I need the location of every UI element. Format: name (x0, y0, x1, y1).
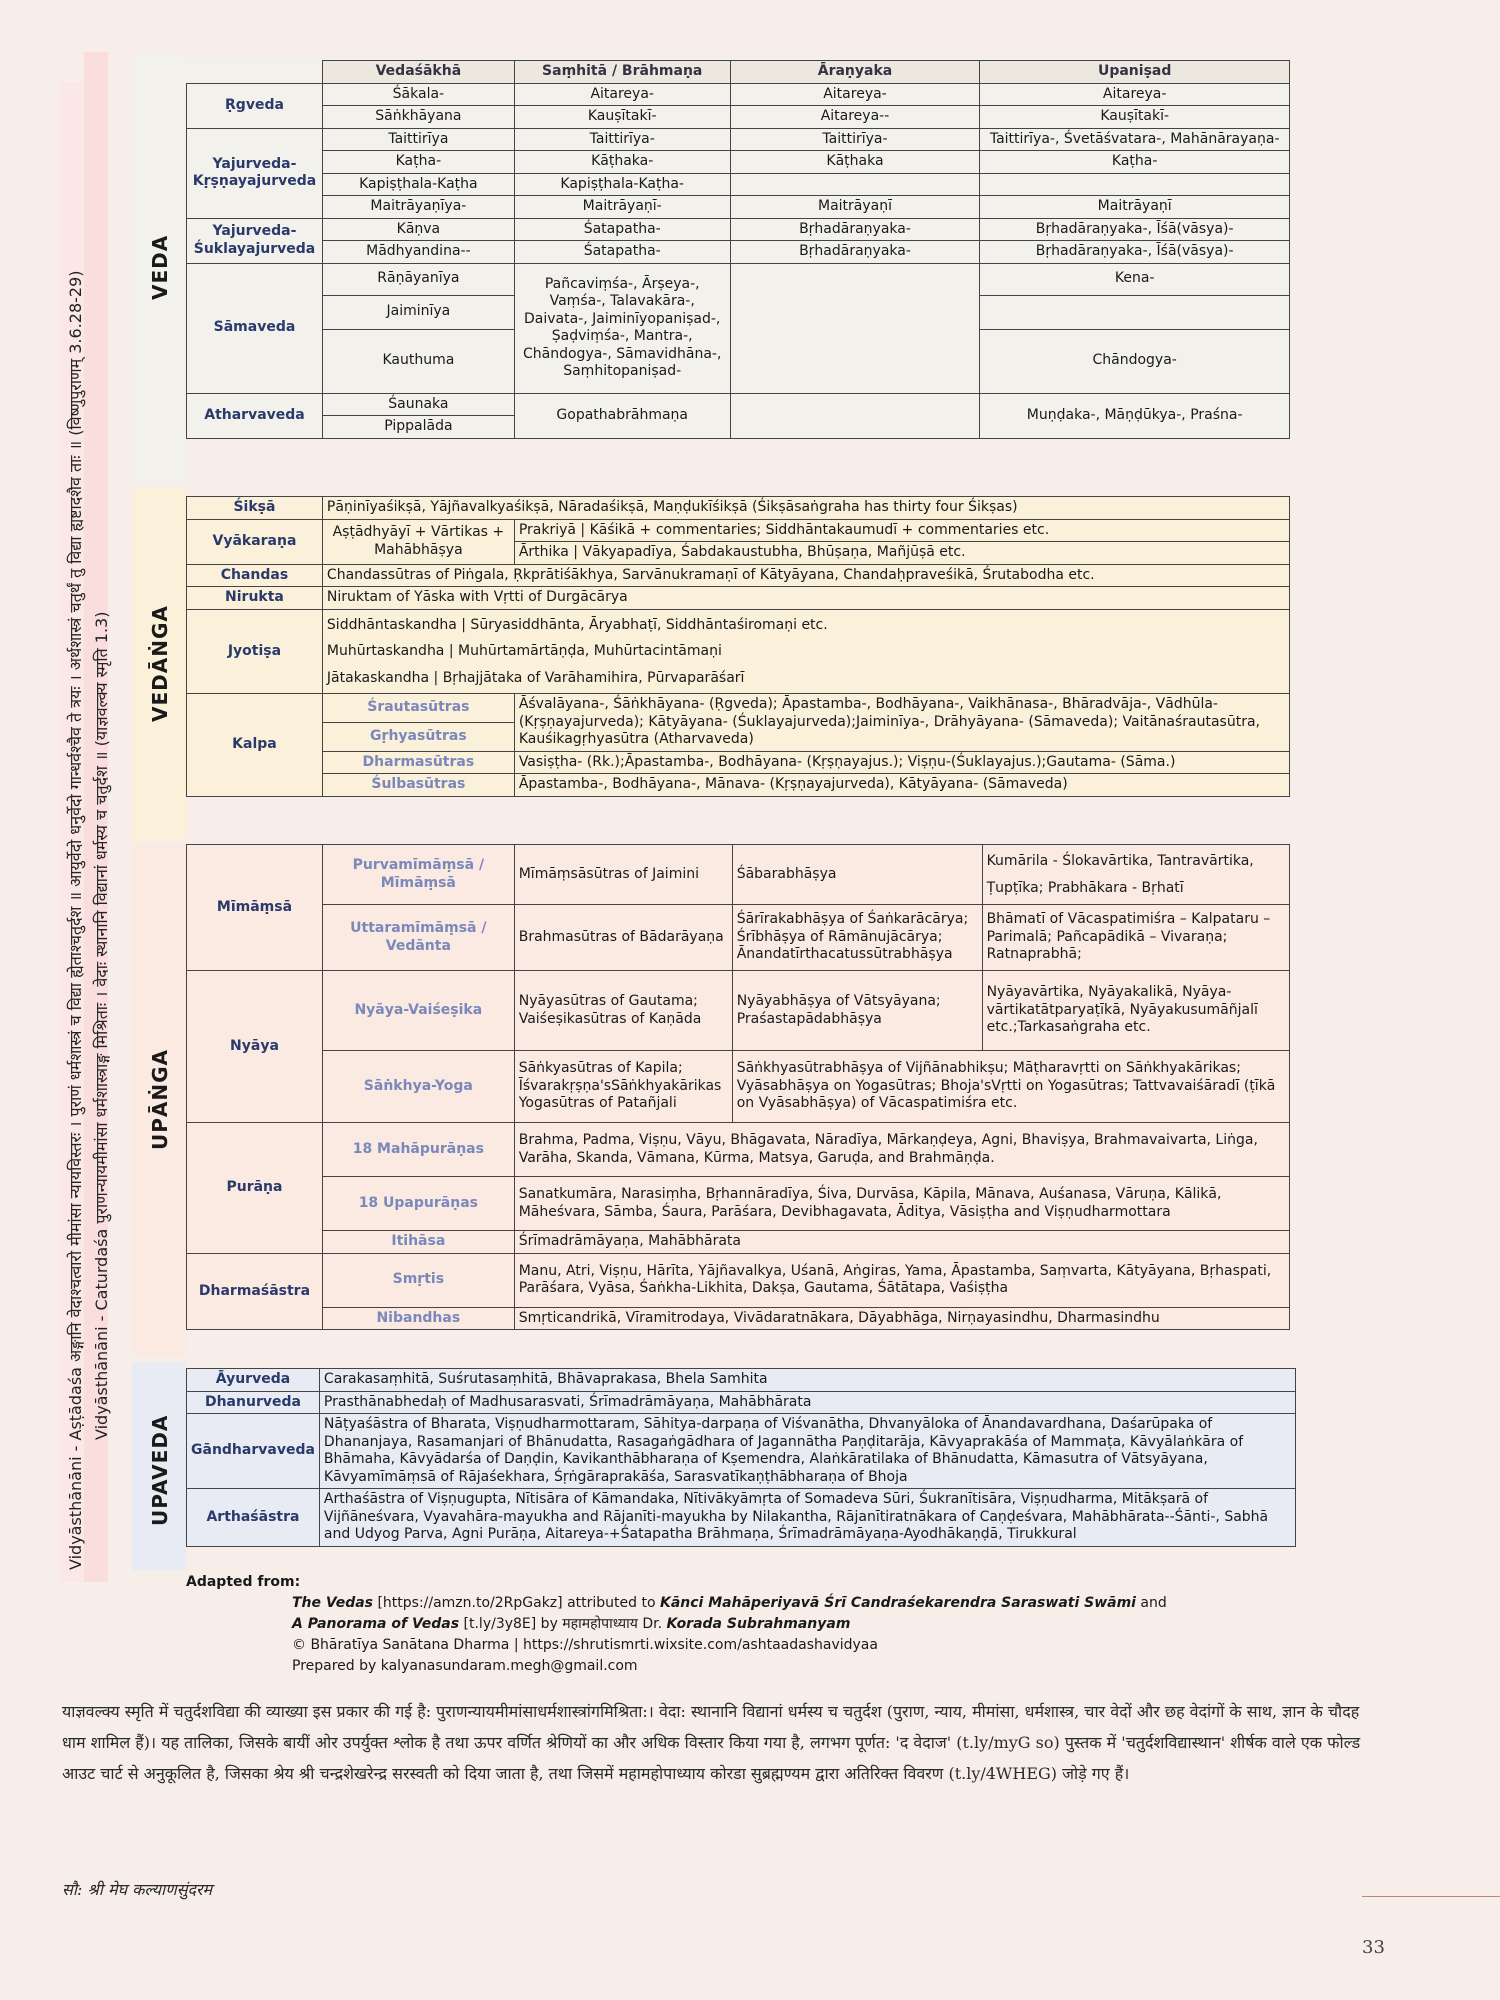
table-row (187, 587, 1290, 610)
cell: Chāndogya- (980, 329, 1290, 393)
source-line (186, 1593, 1296, 1614)
dharmasastra-label: Dharmaśāstra (187, 1253, 323, 1330)
krsna-yajurveda-label: Yajurveda- Kṛṣṇayajurveda (187, 128, 323, 218)
source-text: [https://amzn.to/2RpGakz] attributed to (373, 1595, 660, 1611)
cell (980, 295, 1290, 329)
adapted-from-block (186, 1572, 1296, 1677)
veda-table (186, 60, 1290, 439)
purva-label: Purvamīmāṃsā / Mīmāṃsā (322, 845, 514, 905)
cell: Chandassūtras of Piṅgala, Ṛkprātiśākhya, Sarvānukramaṇī of Kātyāyana, Chandaḥpraveśikā, Śrutabodha etc. (322, 564, 1289, 587)
srauta-label: Śrautasūtras (322, 694, 514, 723)
source-text: and (1135, 1595, 1167, 1611)
purana-label: Purāṇa (187, 1123, 323, 1254)
cell: Āśvalāyana-, Śāṅkhāyana- (Ṛgveda); Āpastamba-, Bodhāyana-, Vaikhānasa-, Bhāradvāja-, Vādhūla- (Kṛṣṇayajurveda); Kātyāyana- (Śuklayajurveda);Jaiminīya-, Drāhyāyana- (Sāmaveda); Vaitānaśrautasūtra, Kauśikagṛhyasūtra (Atharvaveda) (514, 694, 1289, 752)
section-label-veda: VEDA (148, 234, 172, 300)
cell: Āpastamba-, Bodhāyana-, Mānava- (Kṛṣṇayajurveda), Kātyāyana- (Sāmaveda) (514, 774, 1289, 797)
table-row (187, 106, 1290, 129)
table-row (187, 1369, 1296, 1392)
mahapurana-label: 18 Mahāpurāṇas (322, 1123, 514, 1177)
grhya-label: Gṛhyasūtras (322, 723, 514, 752)
cell: Prakriyā | Kāśikā + commentaries; Siddhāntakaumudī + commentaries etc. (514, 519, 1289, 542)
cell: Ārthika | Vākyapadīya, Śabdakaustubha, Bhūṣaṇa, Mañjūṣā etc. (514, 542, 1289, 565)
cell: Kāṇva (322, 218, 514, 241)
cell (982, 845, 1289, 905)
cell: Taittirīya- (514, 128, 730, 151)
cell: Kauthuma (322, 329, 514, 393)
table-row (187, 1253, 1290, 1307)
cell: Aitareya- (514, 83, 730, 106)
cell: Kaṭha- (980, 151, 1290, 174)
cell: Rāṇāyanīya (322, 263, 514, 295)
table-row (187, 905, 1290, 971)
table-row (187, 694, 1290, 723)
jyotisa-label: Jyotiṣa (187, 609, 323, 694)
cell: Śābarabhāṣya (732, 845, 982, 905)
cell: Śatapatha- (514, 218, 730, 241)
siksa-label: Śikṣā (187, 497, 323, 520)
cell: Sanatkumāra, Narasiṃha, Bṛhannāradīya, Śiva, Durvāsa, Kāpila, Mānava, Auśanasa, Vāruṇa, Kālikā, Māheśvara, Sāmba, Śaura, Parāśara, Devibhagavata, Āditya, Vāsiṣṭha and Viṣṇudharmottara (514, 1177, 1289, 1231)
sukla-yajurveda-label: Yajurveda- Śuklayajurveda (187, 218, 323, 263)
table-row (187, 1123, 1290, 1177)
table-row (187, 263, 1290, 295)
table-row (187, 1489, 1296, 1547)
cell: Śākala- (322, 83, 514, 106)
cell: Nyāyavārtika, Nyāyakalikā, Nyāya-vārtikatātparyaṭīkā, Nyāyakusumāñjalī etc.;Tarkasaṅgraha etc. (982, 971, 1289, 1051)
cell (980, 173, 1290, 196)
cell: Smṛticandrikā, Vīramitrodaya, Vivādaratnākara, Dāyabhāga, Nirṇayasindhu, Dharmasindhu (514, 1307, 1289, 1330)
header-vedasakha: Vedaśākhā (322, 61, 514, 84)
cell: Bṛhadāraṇyaka-, Īśā(vāsya)- (980, 218, 1290, 241)
header-aranyaka: Āraṇyaka (730, 61, 980, 84)
cell: Śārīrakabhāṣya of Śaṅkarācārya; Śrībhāṣya of Rāmānujācārya; Ānandatīrthacatussūtrabhāṣya (732, 905, 982, 971)
cell: Kena- (980, 263, 1290, 295)
table-row (187, 393, 1290, 416)
atharvaveda-label: Atharvaveda (187, 393, 323, 438)
cell: Niruktam of Yāska with Vṛtti of Durgācārya (322, 587, 1289, 610)
section-label-upanga: UPĀṄGA (148, 1048, 172, 1150)
cell: Śatapatha- (514, 241, 730, 264)
chandas-label: Chandas (187, 564, 323, 587)
mimamsa-label: Mīmāṃsā (187, 845, 323, 971)
cell (730, 173, 980, 196)
cell: Kaṭha- (322, 151, 514, 174)
cell: Aitareya-- (730, 106, 980, 129)
book-title: A Panorama of Vedas (292, 1616, 460, 1632)
table-row (187, 151, 1290, 174)
rgveda-label: Ṛgveda (187, 83, 323, 128)
cell: Vasiṣṭha- (Rk.);Āpastamba-, Bodhāyana- (Kṛṣṇayajus.); Viṣṇu-(Śuklayajus.);Gautama- (Sāma.) (514, 751, 1289, 774)
table-row (187, 128, 1290, 151)
table-row (187, 1414, 1296, 1489)
table-row (187, 173, 1290, 196)
corner-cell (187, 61, 323, 84)
cell: Maitrāyaṇī- (514, 196, 730, 219)
cell: Mādhyandina-- (322, 241, 514, 264)
cell: Nyāyabhāṣya of Vātsyāyana; Praśastapādabhāṣya (732, 971, 982, 1051)
upaveda-table (186, 1368, 1296, 1547)
vyakarana-label: Vyākaraṇa (187, 519, 323, 564)
cell: Kauṣītakī- (980, 106, 1290, 129)
credit-line: सौ: श्री मेघ कल्याणसुंदरम (62, 1880, 213, 1899)
cell: Prasthānabhedaḥ of Madhusarasvati, Śrīmadrāmāyaṇa, Mahābhārata (319, 1391, 1295, 1414)
table-row (187, 564, 1290, 587)
cell: Maitrāyaṇī (980, 196, 1290, 219)
table-row (187, 241, 1290, 264)
cell: Śrīmadrāmāyaṇa, Mahābhārata (514, 1231, 1289, 1254)
cell: Nyāyasūtras of Gautama; Vaiśeṣikasūtras of Kaṇāda (514, 971, 732, 1051)
table-row (187, 497, 1290, 520)
cell-line: Kumārila - Ślokavārtika, Tantravārtika, (986, 852, 1254, 869)
yajnavalkya-verse-label: Vidyāsthānāni - Caturdaśa पुराणन्यायमीमांसा धर्मशास्त्राङ्ग मिश्रिताः । वेदाः स्थानानि विद्यानां धर्मस्य च चतुर्दश ॥ (याज्ञवल्क्य स्मृति 1.3) (92, 611, 111, 1440)
jyotisa-line: Muhūrtaskandha | Muhūrtamārtāṇḍa, Muhūrtacintāmaṇi (326, 643, 722, 660)
veda-header-row (187, 61, 1290, 84)
sulba-label: Śulbasūtras (322, 774, 514, 797)
cell: Maitrāyaṇīya- (322, 196, 514, 219)
itihasa-label: Itihāsa (322, 1231, 514, 1254)
table-row (187, 774, 1290, 797)
table-row (187, 1177, 1290, 1231)
cell: Pañcaviṃśa-, Ārṣeya-, Vaṃśa-, Talavakāra-, Daivata-, Jaiminīyopaniṣad-, Ṣaḍviṃśa-, Mantra-, Chāndogya-, Sāmavidhāna-, Saṃhitopaniṣad- (514, 263, 730, 393)
cell: Kapiṣṭhala-Kaṭha- (514, 173, 730, 196)
table-row (187, 196, 1290, 219)
page-number: 33 (1362, 1937, 1385, 1958)
samaveda-label: Sāmaveda (187, 263, 323, 393)
jyotisa-line: Jātakaskandha | Bṛhajjātaka of Varāhamihira, Pūrvaparāśarī (326, 669, 745, 686)
uttara-label: Uttaramīmāṃsā / Vedānta (322, 905, 514, 971)
upapurana-label: 18 Upapurāṇas (322, 1177, 514, 1231)
arthasastra-label: Arthaśāstra (187, 1489, 320, 1547)
prepared-by-line: Prepared by kalyanasundaram.megh@gmail.com (292, 1658, 638, 1674)
table-row (187, 971, 1290, 1051)
author-name: Korada Subrahmanyam (666, 1616, 851, 1632)
table-row (187, 1051, 1290, 1123)
cell: Aitareya- (730, 83, 980, 106)
nibandhas-label: Nibandhas (322, 1307, 514, 1330)
cell: Bṛhadāraṇyaka-, Īśā(vāsya)- (980, 241, 1290, 264)
cell: Pippalāda (322, 416, 514, 439)
cell (322, 609, 1289, 694)
cell: Bhāmatī of Vācaspatimiśra – Kalpataru – Parimalā; Pañcapādikā – Vivaraṇa; Ratnaprabhā; (982, 905, 1289, 971)
table-row (187, 1307, 1290, 1330)
cell: Kāṭhaka (730, 151, 980, 174)
source-line (186, 1614, 1296, 1635)
cell: Bṛhadāraṇyaka- (730, 218, 980, 241)
table-row (187, 609, 1290, 694)
table-row (187, 218, 1290, 241)
cell: Maitrāyaṇī (730, 196, 980, 219)
cell: Kapiṣṭhala-Kaṭha (322, 173, 514, 196)
cell: Gopathabrāhmaṇa (514, 393, 730, 438)
table-row (187, 1391, 1296, 1414)
cell: Carakasaṃhitā, Suśrutasaṃhitā, Bhāvaprakasa, Bhela Samhita (319, 1369, 1295, 1392)
cell-line: Ṭupṭīka; Prabhākara - Bṛhatī (986, 879, 1184, 896)
hindi-paragraph: याज्ञवल्क्य स्मृति में चतुर्दशविद्या की व्याख्या इस प्रकार की गई है: पुराणन्यायमीमांसाधर्मशास्त्रांगमिश्रिता:। वेदा: स्थानानि विद्यानां धर्मस्य च चतुर्दश (पुराण, न्याय, मीमांसा, धर्मशास्त्र, चार वेदों और छह वेदांगों के साथ, ज्ञान के चौदह धाम शामिल हैं)। यह तालिका, जिसके बायीं ओर उपर्युक्त श्लोक है तथा ऊपर वर्णित श्रेणियों का और अधिक विस्तार किया गया है, लगभग पूर्णत: 'द वेदाज' (t.ly/myG so) पुस्तक में 'चतुर्दशविद्यास्थान' शीर्षक वाले एक फोल्ड आउट चार्ट से अनुकूलित है, जिसका श्रेय श्री चन्द्रशेखरेन्द्र सरस्वती को दिया जाता है, तथा जिसमें महामहोपाध्याय कोरडा सुब्रह्मण्यम द्वारा अतिरिक्त विवरण (t.ly/4WHEG) जोड़े गए हैं। (62, 1702, 1361, 1784)
smrtis-label: Smṛtis (322, 1253, 514, 1307)
cell: Śaunaka (322, 393, 514, 416)
cell: Sāṅkhāyana (322, 106, 514, 129)
table-row (187, 1231, 1290, 1254)
table-row (187, 83, 1290, 106)
cell: Kauṣītakī- (514, 106, 730, 129)
nyaya-label: Nyāya (187, 971, 323, 1123)
adapted-heading: Adapted from: (186, 1574, 301, 1590)
table-row (187, 519, 1290, 542)
book-title: The Vedas (292, 1595, 373, 1611)
jyotisa-line: Siddhāntaskandha | Sūryasiddhānta, Āryabhaṭī, Siddhāntaśiromaṇi etc. (326, 616, 828, 633)
cell: Aṣṭādhyāyī + Vārtikas + Mahābhāṣya (322, 519, 514, 564)
cell: Kāṭhaka- (514, 151, 730, 174)
table-row (187, 751, 1290, 774)
section-label-vedanga: VEDĀṄGA (148, 605, 172, 722)
cell: Manu, Atri, Viṣṇu, Hārīta, Yājñavalkya, Uśanā, Aṅgiras, Yama, Āpastamba, Saṃvarta, Kātyāyana, Bṛhaspati, Parāśara, Vyāsa, Śaṅkha-Likhita, Dakṣa, Gautama, Śātātapa, Vaśiṣṭha (514, 1253, 1289, 1307)
dhanurveda-label: Dhanurveda (187, 1391, 320, 1414)
dharmasutra-label: Dharmasūtras (322, 751, 514, 774)
upanga-table (186, 844, 1290, 1330)
ayurveda-label: Āyurveda (187, 1369, 320, 1392)
cell: Pāṇinīyaśikṣā, Yājñavalkyaśikṣā, Nāradaśikṣā, Maṇḍukīśikṣā (Śikṣāsaṅgraha has thirty four Śikṣas) (322, 497, 1289, 520)
sankhya-yoga-label: Sāṅkhya-Yoga (322, 1051, 514, 1123)
copyright-line: © Bhāratīya Sanātana Dharma | https://shrutismrti.wixsite.com/ashtaadashavidyaa (292, 1637, 878, 1653)
cell: Mīmāṃsāsūtras of Jaimini (514, 845, 732, 905)
header-samhita: Saṃhitā / Brāhmaṇa (514, 61, 730, 84)
section-label-upaveda: UPAVEDA (148, 1414, 172, 1526)
cell: Arthaśāstra of Viṣṇugupta, Nītisāra of Kāmandaka, Nītivākyāmṛta of Somadeva Sūri, Śukranītisāra, Viṣṇudharma, Mitākṣarā of Vijñāneśvara, Vyavahāra-mayukha and Rājanīti-mayukha by Nilakantha, Rājanītiratnākara of Caṇḍeśvara, Mahābhārata--Śānti-, Sabhā and Udyog Parva, Agni Purāṇa, Aitareya-+Śatapatha Brāhmaṇa, Śrīmadrāmāyaṇa-Ayodhākaṇḍā, Tirukkural (319, 1489, 1295, 1547)
cell: Muṇḍaka-, Māṇḍūkya-, Praśna- (980, 393, 1290, 438)
cell: Brahma, Padma, Viṣṇu, Vāyu, Bhāgavata, Nāradīya, Mārkaṇḍeya, Agni, Bhaviṣya, Brahmavaivarta, Liṅga, Varāha, Skanda, Vāmana, Kūrma, Matsya, Garuḍa, and Brahmāṇḍa. (514, 1123, 1289, 1177)
cell: Sāṅkhyasūtrabhāṣya of Vijñānabhikṣu; Māṭharavṛtti on Sāṅkhyakārikas; Vyāsabhāṣya on Yogasūtras; Bhoja'sVṛtti on Yogasūtras; Tattvavaiśāradī (ṭīkā on Vyāsabhāṣya) of Vācaspatimiśra etc. (732, 1051, 1289, 1123)
nirukta-label: Nirukta (187, 587, 323, 610)
cell: Sāṅkyasūtras of Kapila; Īśvarakṛṣṇa'sSāṅkhyakārikas Yogasūtras of Patañjali (514, 1051, 732, 1123)
cell: Bṛhadāraṇyaka- (730, 241, 980, 264)
header-upanisad: Upaniṣad (980, 61, 1290, 84)
nyaya-vaisesika-label: Nyāya-Vaiśeṣika (322, 971, 514, 1051)
author-name: Kānci Mahāperiyavā Śrī Candraśekarendra Saraswati Swāmi (659, 1595, 1136, 1611)
source-text: [t.ly/3y8E] by महामहोपाध्याय Dr. (459, 1616, 667, 1632)
kalpa-label: Kalpa (187, 694, 323, 797)
cell: Jaiminīya (322, 295, 514, 329)
cell: Nāṭyaśāstra of Bharata, Viṣṇudharmottaram, Sāhitya-darpaṇa of Viśvanātha, Dhvanyāloka of Ānandavardhana, Daśarūpaka of Dhananjaya, Rasamanjari of Bhānudatta, Rasagaṅgādhara of Jagannātha Paṇḍitarāja, Kāvyaprakāśa of Mammaṭa, Kāvyālaṅkāra of Bhāmaha, Kāvyādarśa of Daṇḍin, Kavikanthābharaṇa of Kṣemendra, Alaṅkāratilaka of Bhānudatta, Kāmasutra of Vātsyāyana, Kāvyamīmāṃsā of Rājaśekhara, Śṛṅgāraprakāśa, Sarasvatīkaṇṭhābharaṇa of Bhoja (319, 1414, 1295, 1489)
cell: Brahmasūtras of Bādarāyaṇa (514, 905, 732, 971)
cell (730, 393, 980, 438)
table-row (187, 845, 1290, 905)
vedanga-table (186, 496, 1290, 797)
gandharvaveda-label: Gāndharvaveda (187, 1414, 320, 1489)
cell (730, 263, 980, 393)
cell: Aitareya- (980, 83, 1290, 106)
cell: Taittirīya- (730, 128, 980, 151)
cell: Taittirīya-, Śvetāśvatara-, Mahānārayaṇa- (980, 128, 1290, 151)
cell: Taittirīya (322, 128, 514, 151)
sanskrit-verse-label: Vidyāsthānāni - Aṣṭādaśa अङ्गानि वेदाश्चत्वारो मीमांसा न्यायविस्तरः । पुराणं धर्मशास्त्रं च विद्या ह्येताश्चतुर्दश ॥ आयुर्वेदो धनुर्वेदो गान्धर्वश्चैव ते त्रयः । अर्थशास्त्रं चतुर्थं तु विद्या ह्यष्टादशैव ताः ॥ (विष्णुपुराणम् 3.6.28-29) (66, 270, 85, 1570)
page-rule (1362, 1896, 1500, 1897)
